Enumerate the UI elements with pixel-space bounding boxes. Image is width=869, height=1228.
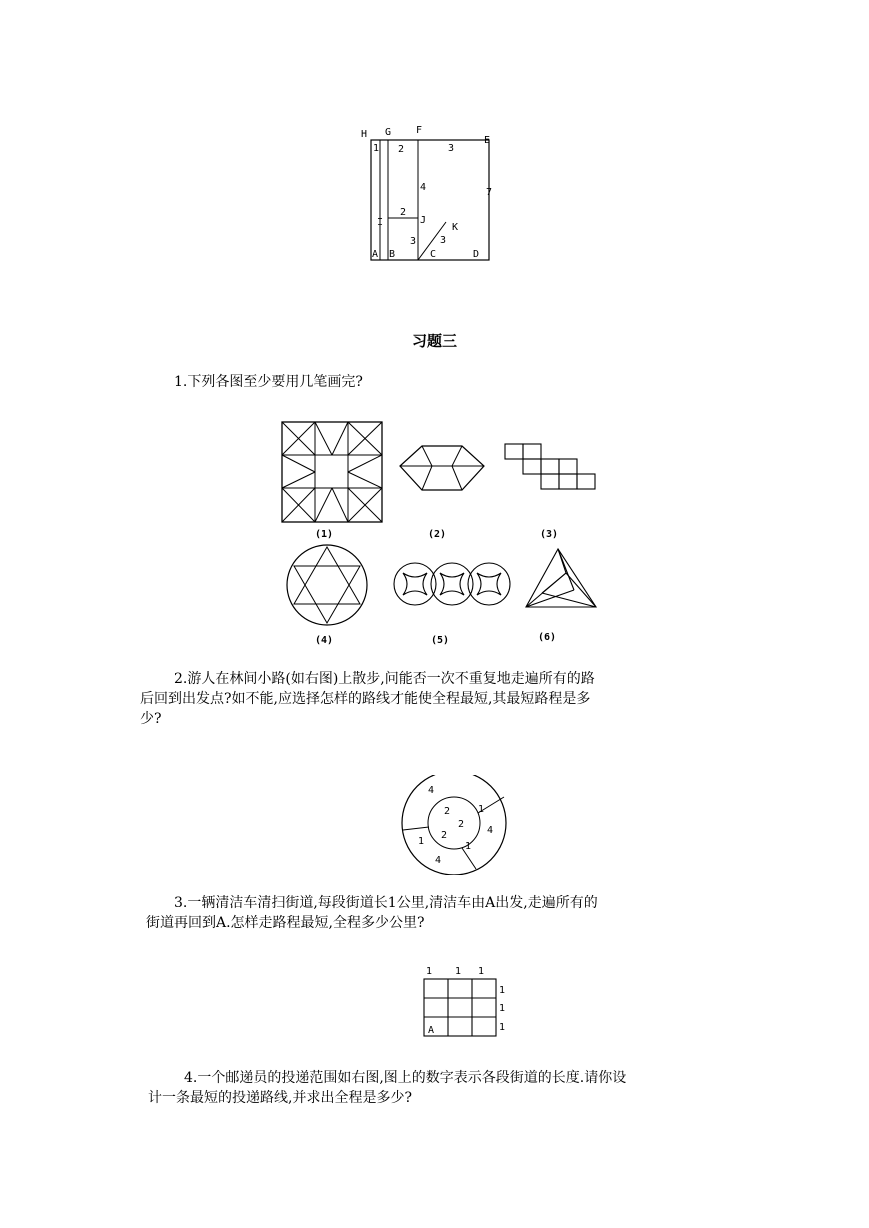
grid-right-1: 1 [499,985,506,996]
q3-line-2: 街道再回到A.怎样走路程最短,全程多少公里? [146,915,425,931]
ring-bottom: 4 [435,855,442,866]
q4-line-2: 计一条最短的投递路线,并求出全程是多少? [148,1090,412,1106]
q2-line-3: 少? [140,711,162,727]
vertex-e: E [484,135,491,146]
edge-fj: 4 [420,182,427,193]
ring-inner-top: 2 [444,806,451,817]
edge-fe: 3 [448,143,455,154]
caption-1: (1) [315,529,334,540]
ring-right: 4 [487,825,494,836]
grid-top-3: 1 [478,966,485,977]
q3-line-1: 3.一辆清洁车清扫街道,每段街道长1公里,清洁车由A出发,走遍所有的 [174,895,598,911]
ring-right-top: 1 [478,804,485,815]
q1-figure-6 [524,545,604,645]
caption-6: (6) [538,632,557,643]
q2-line-1: 2.游人在林间小路(如右图)上散步,问能否一次不重复地走遍所有的路 [174,671,595,687]
caption-3: (3) [540,529,559,540]
q1-figure-5 [393,555,513,650]
grid-start-a: A [428,1025,435,1036]
street-map-figure [355,120,505,270]
street-grid-figure [420,962,510,1042]
vertex-g: G [385,127,392,138]
vertex-a: A [372,249,379,260]
q4-line-1: 4.一个邮递员的投递范围如右图,图上的数字表示各段街道的长度.请你设 [184,1070,627,1086]
edge-ck: 3 [440,235,447,246]
edge-bj: 3 [410,236,417,247]
q2-line-2: 后回到出发点?如不能,应选择怎样的路线才能使全程最短,其最短路程是多 [140,691,591,707]
q1-figure-1 [280,420,385,550]
edge-gf: 2 [398,144,405,155]
vertex-h: H [361,129,368,140]
q1-figure-2 [398,440,488,550]
caption-5: (5) [431,635,450,646]
ring-left-bottom: 1 [418,836,425,847]
ring-outer-top: 4 [428,785,435,796]
edge-hg: 1 [373,143,380,154]
ring-bottom-right: 1 [465,841,472,852]
q1-text: 1.下列各图至少要用几笔画完? [174,374,363,390]
vertex-b: B [389,249,396,260]
ring-inner-right: 2 [458,819,465,830]
edge-ij: 2 [400,207,407,218]
grid-top-1: 1 [426,966,433,977]
exercise-title: 习题三 [411,332,457,350]
vertex-j: J [420,215,427,226]
edge-ed: 7 [486,187,493,198]
trail-ring-figure [400,775,510,875]
vertex-d: D [473,249,480,260]
vertex-i: I [377,217,384,228]
vertex-c: C [430,249,437,260]
caption-4: (4) [315,635,334,646]
grid-top-2: 1 [455,966,462,977]
vertex-f: F [416,125,423,136]
q1-figure-4 [283,543,373,653]
vertex-k: K [452,222,459,233]
q1-figure-3 [500,440,600,550]
ring-inner-bottom: 2 [441,830,448,841]
caption-2: (2) [428,529,447,540]
grid-right-2: 1 [499,1003,506,1014]
grid-right-3: 1 [499,1022,506,1033]
